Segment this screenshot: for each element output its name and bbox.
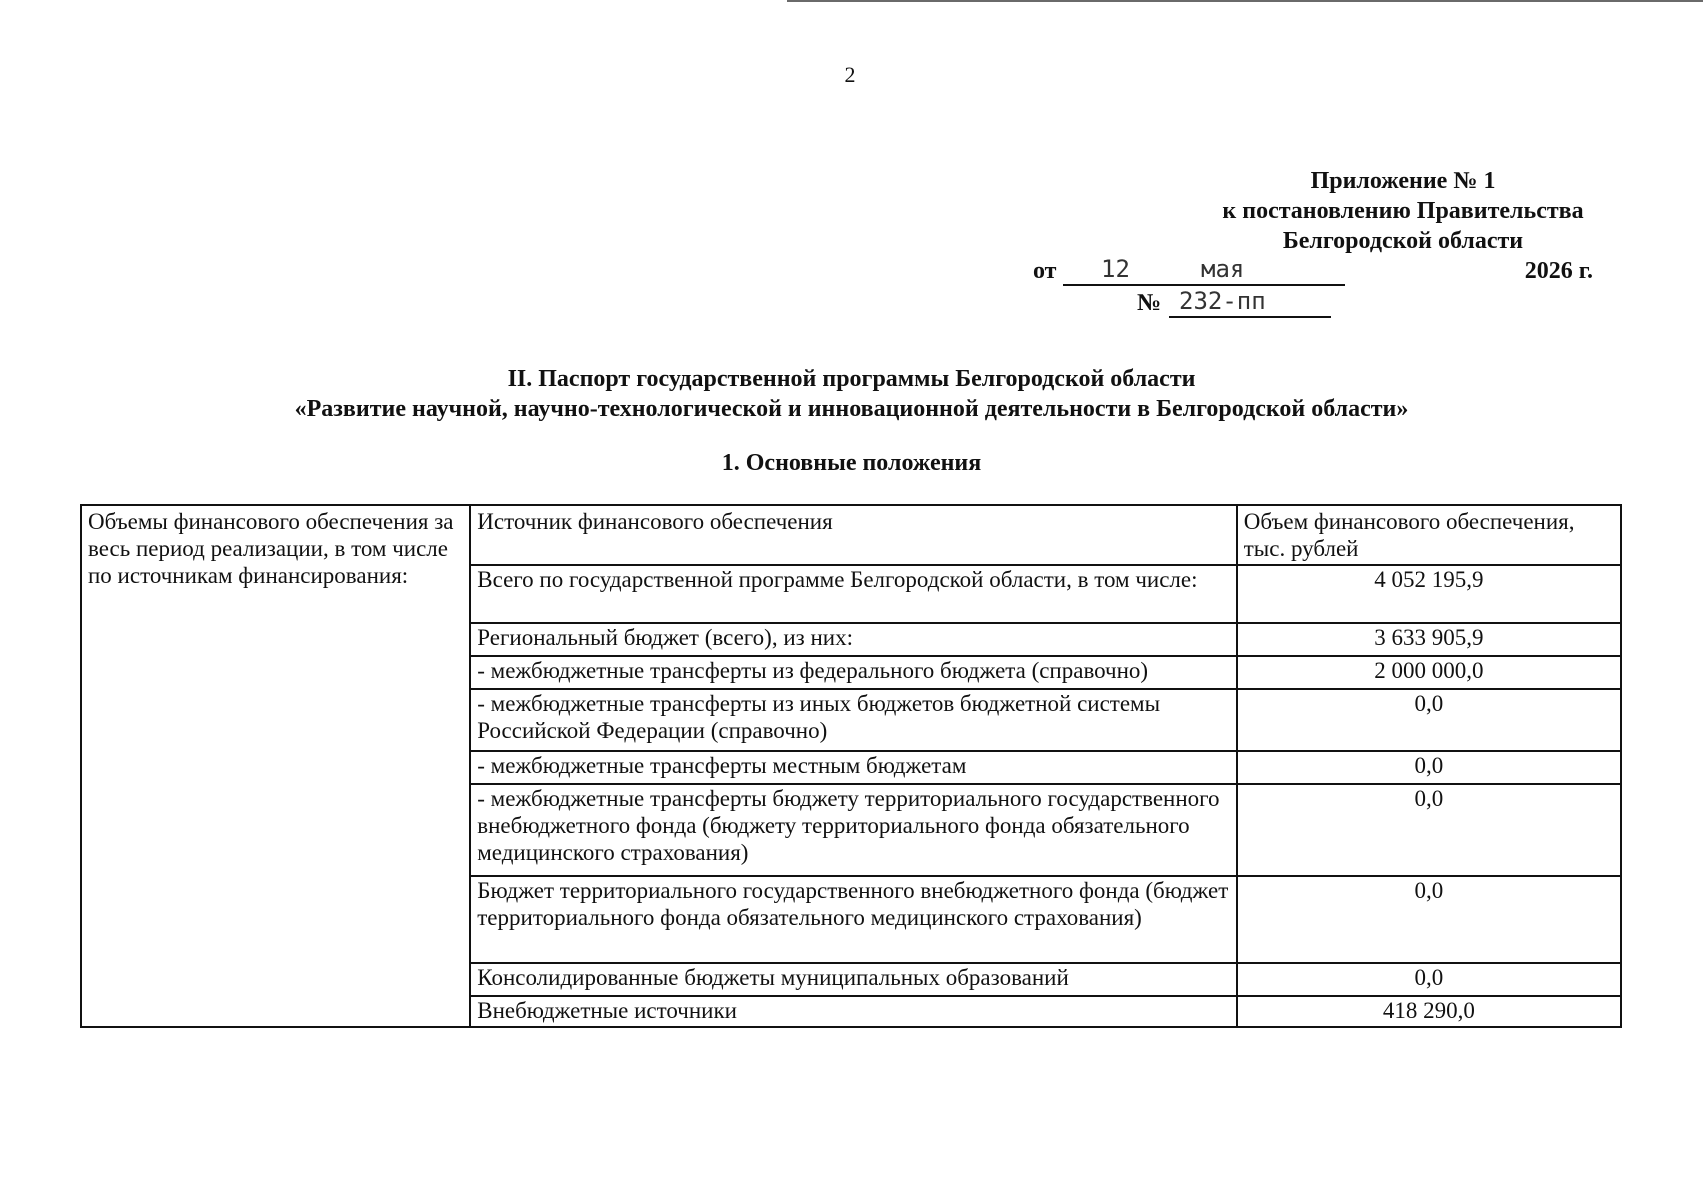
amount-cell: 3 633 905,9 <box>1237 623 1621 656</box>
source-cell: - межбюджетные трансферты из федерального бюджета (справочно) <box>470 656 1236 689</box>
section-heading: II. Паспорт государственной программы Белгородской области <box>507 366 1196 392</box>
program-title: «Развитие научной, научно-технологической и инновационной деятельности в Белгородской области» <box>294 396 1409 422</box>
amount-cell: 0,0 <box>1237 784 1621 876</box>
source-cell: Консолидированные бюджеты муниципальных образований <box>470 963 1236 996</box>
date-day: 12 <box>1101 255 1130 283</box>
page-number: 2 <box>844 62 856 87</box>
financing-label-cell: Объемы финансового обеспечения за весь период реализации, в том числе по источникам финансирования: <box>81 505 470 1027</box>
appendix-date-line <box>1033 256 1593 288</box>
amount-cell: 0,0 <box>1237 876 1621 963</box>
document-number: 232-пп <box>1179 287 1266 315</box>
date-month: мая <box>1201 255 1245 283</box>
appendix-region-line: Белгородской области <box>1282 228 1524 254</box>
appendix-block <box>1033 166 1593 320</box>
source-cell: Всего по государственной программе Белгородской области, в том числе: <box>470 565 1236 623</box>
date-prefix: от <box>1033 258 1057 284</box>
source-cell: - межбюджетные трансферты из иных бюджетов бюджетной системы Российской Федерации (справочно) <box>470 689 1236 751</box>
amount-cell: 2 000 000,0 <box>1237 656 1621 689</box>
source-cell: - межбюджетные трансферты местным бюджетам <box>470 751 1236 784</box>
table-header-row <box>81 505 1621 565</box>
amount-cell: 0,0 <box>1237 963 1621 996</box>
date-field <box>1063 256 1345 286</box>
appendix-number-line <box>1033 288 1593 320</box>
header-amount-cell: Объем финансового обеспечения, тыс. рублей <box>1237 505 1621 565</box>
amount-cell: 4 052 195,9 <box>1237 565 1621 623</box>
number-prefix: № <box>1137 290 1162 316</box>
subsection-heading: 1. Основные положения <box>721 450 982 476</box>
source-cell: Бюджет территориального государственного внебюджетного фонда (бюджет территориального фонда обязательного медицинского страхования) <box>470 876 1236 963</box>
date-year: 2026 г. <box>1524 258 1593 284</box>
source-cell: Региональный бюджет (всего), из них: <box>470 623 1236 656</box>
header-source-cell: Источник финансового обеспечения <box>470 505 1236 565</box>
appendix-resolution-line: к постановлению Правительства <box>1222 198 1584 224</box>
appendix-title: Приложение № 1 <box>1310 168 1496 194</box>
number-field <box>1169 288 1331 318</box>
source-cell: Внебюджетные источники <box>470 996 1236 1027</box>
amount-cell: 0,0 <box>1237 689 1621 751</box>
top-edge-rule <box>787 0 1703 2</box>
source-cell: - межбюджетные трансферты бюджету территориального государственного внебюджетного фонда (бюджету территориального фонда обязательного медицинского страхования) <box>470 784 1236 876</box>
amount-cell: 0,0 <box>1237 751 1621 784</box>
financing-table <box>80 504 1622 1028</box>
amount-cell: 418 290,0 <box>1237 996 1621 1027</box>
